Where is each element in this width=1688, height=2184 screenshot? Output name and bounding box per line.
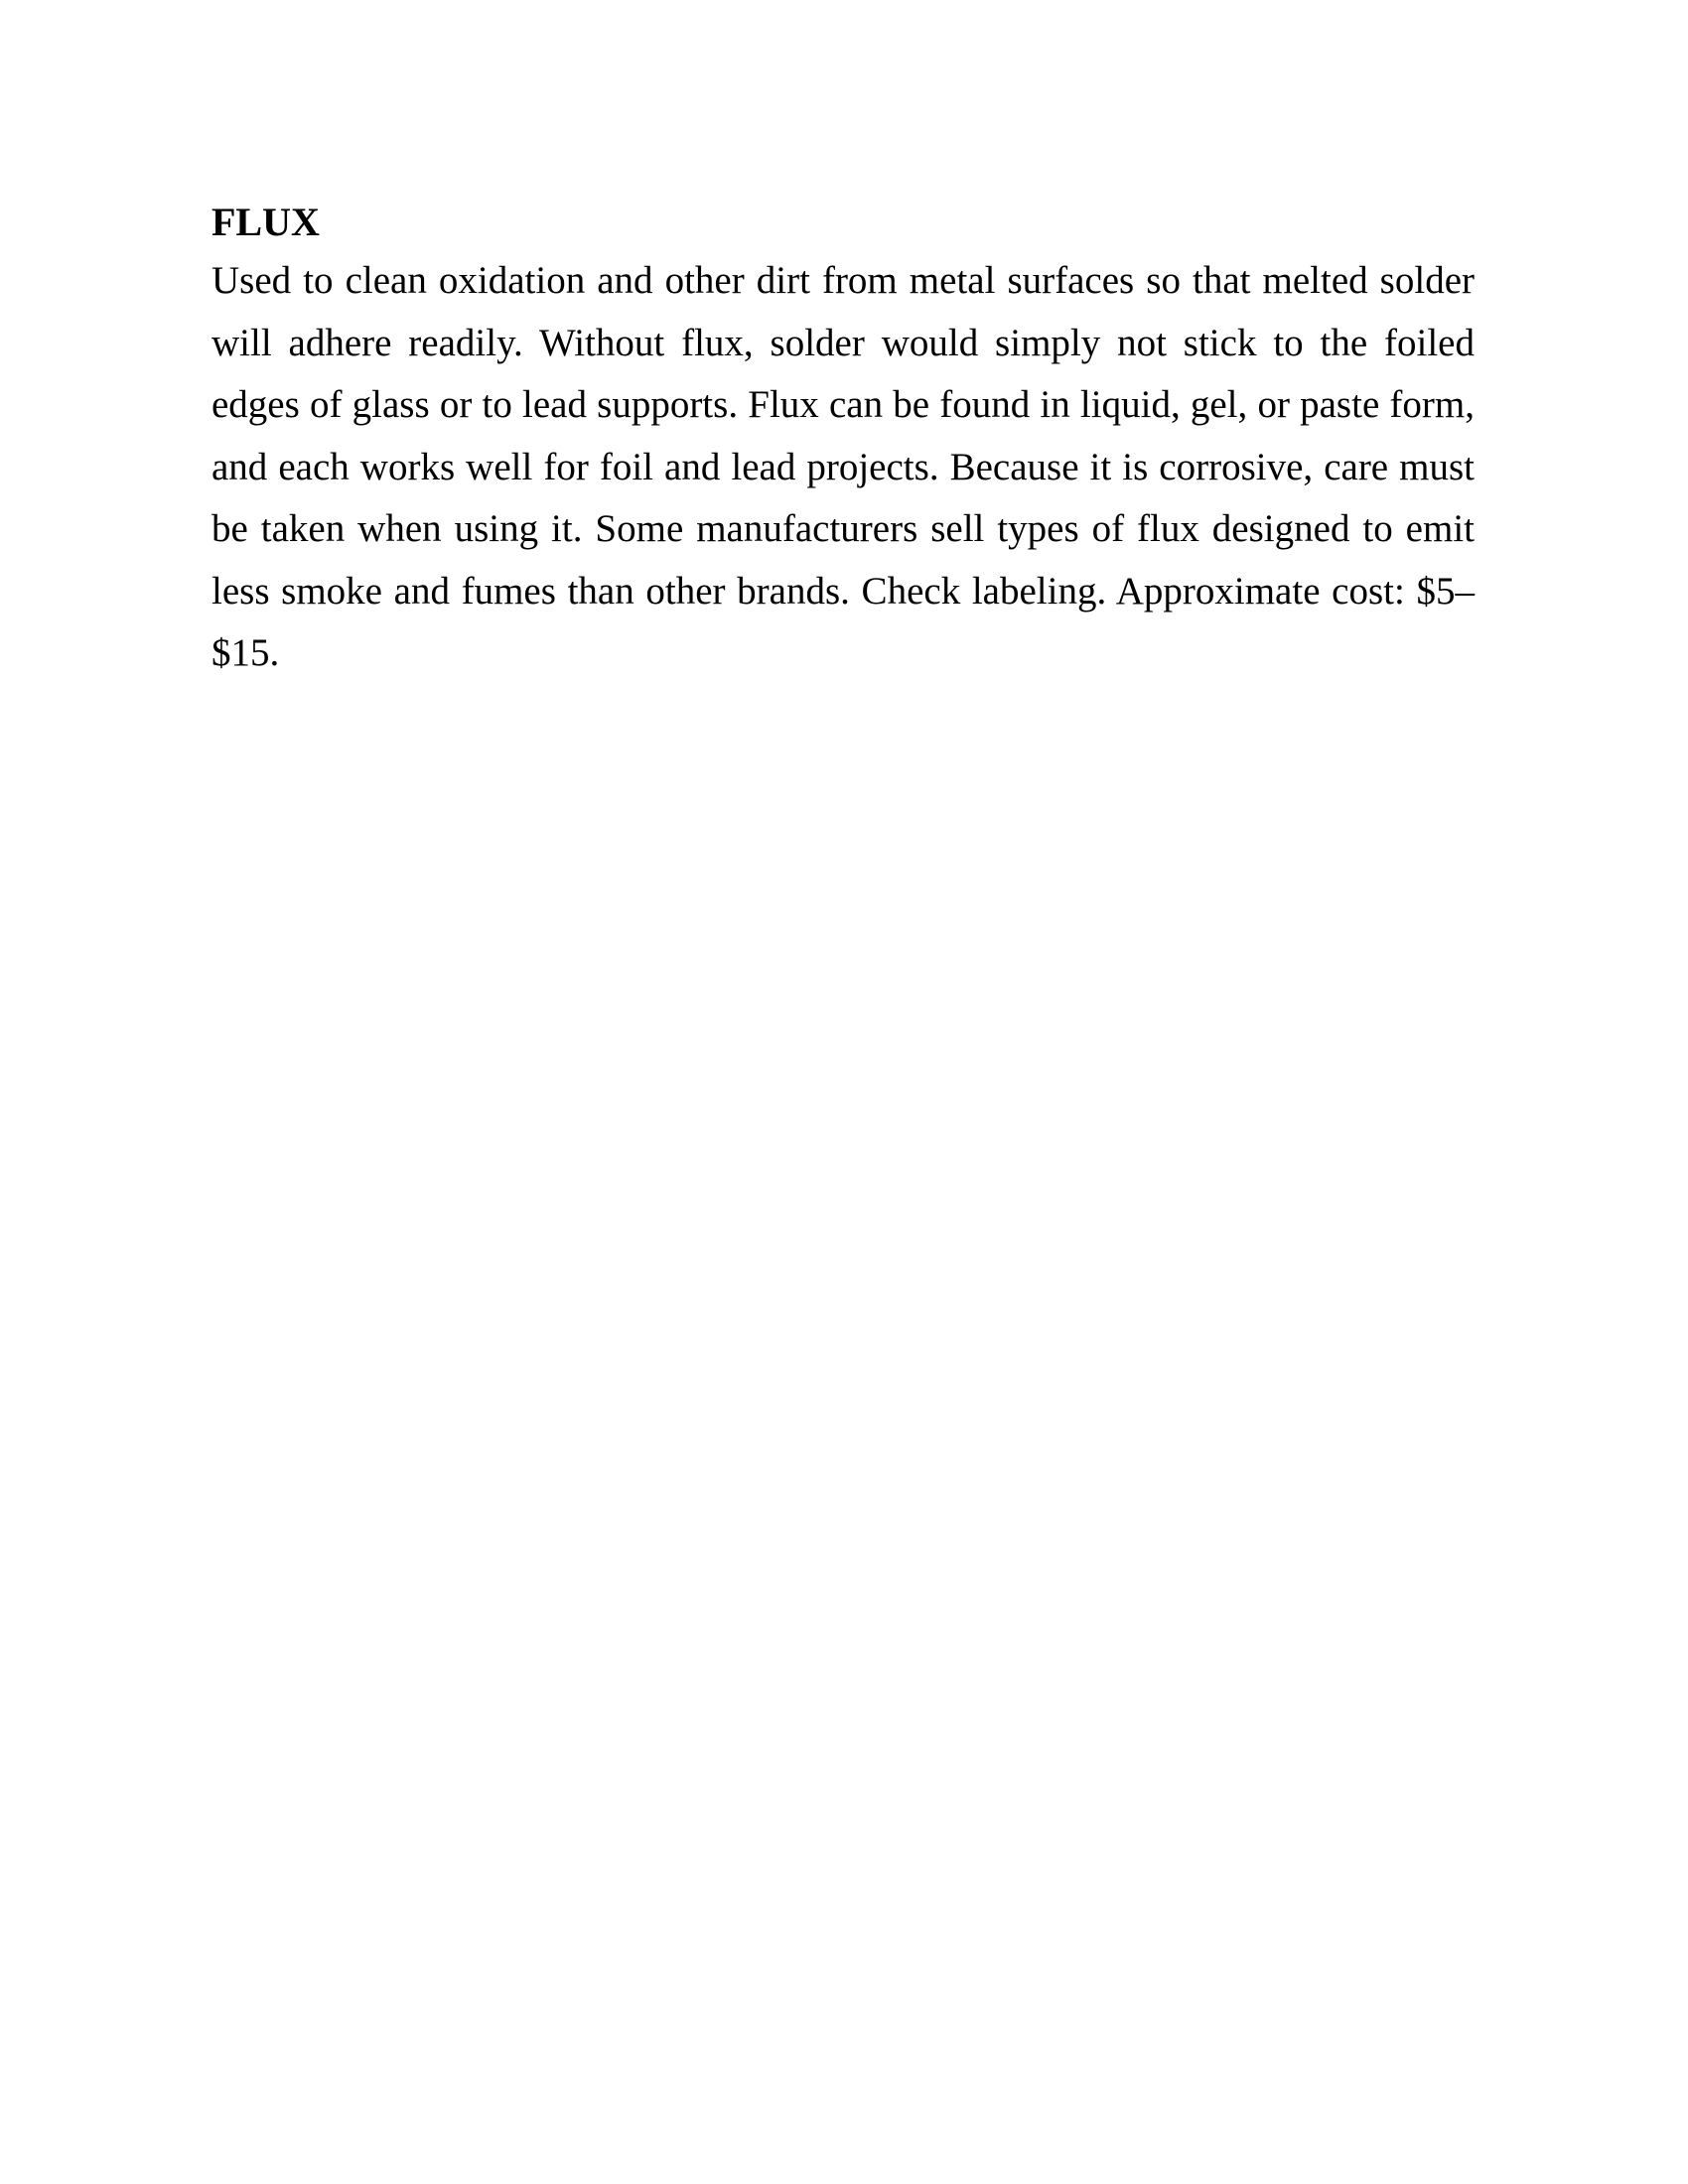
entry xyxy=(211,195,1475,685)
entry-paragraph: Used to clean oxidation and other dirt from metal surfaces so that melted solder will adhere readily. Without flux, solder would simply not stick to the foiled edges of glass or to lead supports. Flux can be found in liquid, gel, or paste form, and each works well for foil and lead projects. Because it is corrosive, care must be taken when using it. Some manufacturers sell types of flux designed to emit less smoke and fumes than other brands. Check labeling. Approximate cost: $5–$15. xyxy=(211,259,1475,674)
entry-heading: FLUX xyxy=(211,200,320,244)
